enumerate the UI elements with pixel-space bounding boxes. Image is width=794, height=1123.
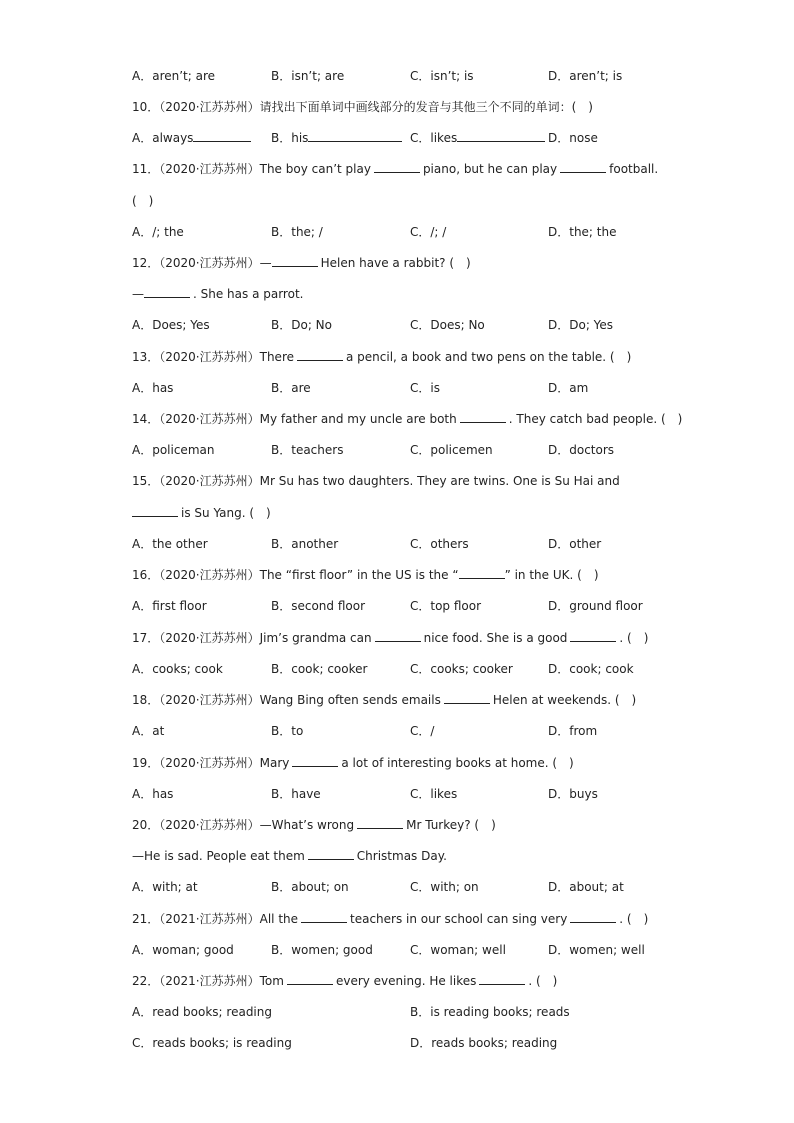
q10-stem: 10．（2020·江苏苏州）请找出下面单词中画线部分的发音与其他三个不同的单词：( ) — [132, 100, 593, 114]
answer-blank[interactable] — [374, 160, 420, 173]
q9-option-c[interactable]: C．isn’t; is — [410, 69, 474, 83]
q12-line2: — . She has a parrot. — [132, 287, 304, 301]
q18-option-a[interactable]: A．at — [132, 724, 165, 738]
q18-option-b[interactable]: B．to — [271, 724, 304, 738]
q22-stem: 22．（2021·江苏苏州）Tom every evening. He likes . ( ) — [132, 974, 558, 988]
answer-blank[interactable] — [287, 972, 333, 985]
q9-options — [132, 67, 734, 85]
q16-option-d[interactable]: D．ground floor — [548, 599, 643, 613]
q22-option-d[interactable]: D．reads books; reading — [410, 1036, 558, 1050]
q22-option-c[interactable]: C．reads books; is reading — [132, 1036, 292, 1050]
q12-option-c[interactable]: C．Does; No — [410, 318, 485, 332]
q13-option-c[interactable]: C．is — [410, 381, 440, 395]
q15-option-b[interactable]: B．another — [271, 537, 339, 551]
answer-blank[interactable] — [308, 847, 354, 860]
q13-stem: 13．（2020·江苏苏州）There a pencil, a book and two pens on the table. ( ) — [132, 350, 632, 364]
q20-option-a[interactable]: A．with; at — [132, 880, 198, 894]
q14-stem: 14．（2020·江苏苏州）My father and my uncle are both . They catch bad people. ( ) — [132, 412, 683, 426]
q22-options-row1 — [132, 1003, 734, 1021]
answer-blank[interactable] — [460, 410, 506, 423]
answer-blank[interactable] — [144, 285, 190, 298]
q16-option-c[interactable]: C．top floor — [410, 599, 482, 613]
answer-blank[interactable] — [479, 972, 525, 985]
q19-option-a[interactable]: A．has — [132, 787, 174, 801]
answer-blank[interactable] — [375, 629, 421, 642]
q19-option-c[interactable]: C．likes — [410, 787, 458, 801]
q11-option-a[interactable]: A．/; the — [132, 225, 184, 239]
q19-options — [132, 785, 734, 803]
answer-blank[interactable] — [560, 160, 606, 173]
q21-options — [132, 941, 734, 959]
q12-option-a[interactable]: A．Does; Yes — [132, 318, 210, 332]
q10-options — [132, 129, 734, 147]
q13-option-b[interactable]: B．are — [271, 381, 311, 395]
q21-option-c[interactable]: C．woman; well — [410, 943, 506, 957]
q12-option-b[interactable]: B．Do; No — [271, 318, 332, 332]
q17-option-d[interactable]: D．cook; cook — [548, 662, 634, 676]
q11-options — [132, 223, 734, 241]
answer-blank[interactable] — [570, 629, 616, 642]
q22-option-b[interactable]: B．is reading books; reads — [410, 1005, 570, 1019]
q14-option-d[interactable]: D．doctors — [548, 443, 615, 457]
q11-stem: 11．（2020·江苏苏州）The boy can’t play piano, but he can play football. — [132, 162, 659, 176]
answer-blank[interactable] — [301, 910, 347, 923]
q14-options — [132, 441, 734, 459]
answer-blank[interactable] — [444, 691, 490, 704]
answer-blank[interactable] — [272, 254, 318, 267]
q11-option-b[interactable]: B．the; / — [271, 225, 323, 239]
answer-blank[interactable] — [132, 504, 178, 517]
q15-line2: is Su Yang. ( ) — [132, 504, 734, 522]
q9-option-b[interactable]: B．isn’t; are — [271, 69, 345, 83]
q20-line2: —He is sad. People eat them Christmas Day. — [132, 849, 447, 863]
answer-blank[interactable] — [459, 566, 505, 579]
q13-options — [132, 379, 734, 397]
q20-option-c[interactable]: C．with; on — [410, 880, 479, 894]
q21-stem: 21．（2021·江苏苏州）All the teachers in our school can sing very . ( ) — [132, 912, 649, 926]
q10-option-a[interactable]: A．always — [132, 129, 255, 147]
q12-stem: 12．（2020·江苏苏州）— Helen have a rabbit? ( ) — [132, 256, 471, 270]
q20-option-b[interactable]: B．about; on — [271, 880, 349, 894]
q14-option-c[interactable]: C．policemen — [410, 443, 493, 457]
q17-options — [132, 660, 734, 678]
q21-option-a[interactable]: A．woman; good — [132, 943, 234, 957]
q11-option-d[interactable]: D．the; the — [548, 225, 617, 239]
q12-options — [132, 316, 734, 334]
q18-stem: 18．（2020·江苏苏州）Wang Bing often sends emails Helen at weekends. ( ) — [132, 693, 637, 707]
q15-stem: 15．（2020·江苏苏州）Mr Su has two daughters. They are twins. One is Su Hai and — [132, 474, 620, 488]
answer-blank[interactable] — [570, 910, 616, 923]
q9-option-d[interactable]: D．aren’t; is — [548, 69, 623, 83]
q13-option-a[interactable]: A．has — [132, 381, 174, 395]
q15-option-c[interactable]: C．others — [410, 537, 469, 551]
q15-option-d[interactable]: D．other — [548, 537, 602, 551]
q19-option-b[interactable]: B．have — [271, 787, 321, 801]
q10-option-d[interactable]: D．nose — [548, 131, 598, 145]
q15-option-a[interactable]: A．the other — [132, 537, 208, 551]
q20-stem: 20．（2020·江苏苏州）—What’s wrong Mr Turkey? ( ) — [132, 818, 496, 832]
q17-stem: 17．（2020·江苏苏州）Jim’s grandma can nice food. She is a good . ( ) — [132, 631, 649, 645]
q10-option-b[interactable]: B．his — [271, 129, 406, 147]
answer-blank[interactable] — [357, 816, 403, 829]
q13-option-d[interactable]: D．am — [548, 381, 589, 395]
q18-options — [132, 722, 734, 740]
q22-option-a[interactable]: A．read books; reading — [132, 1005, 272, 1019]
q11-option-c[interactable]: C．/; / — [410, 225, 447, 239]
q21-option-b[interactable]: B．women; good — [271, 943, 373, 957]
q11-paren: ( ) — [132, 194, 154, 208]
q15-options — [132, 535, 734, 553]
q17-option-b[interactable]: B．cook; cooker — [271, 662, 368, 676]
q16-options — [132, 597, 734, 615]
q10-option-c[interactable]: C．likes — [410, 129, 549, 147]
q14-option-b[interactable]: B．teachers — [271, 443, 344, 457]
q19-option-d[interactable]: D．buys — [548, 787, 598, 801]
q12-option-d[interactable]: D．Do; Yes — [548, 318, 614, 332]
q16-stem: 16．（2020·江苏苏州）The “first floor” in the US is the “ ” in the UK. ( ) — [132, 568, 599, 582]
q17-option-c[interactable]: C．cooks; cooker — [410, 662, 513, 676]
q20-option-d[interactable]: D．about; at — [548, 880, 624, 894]
q21-option-d[interactable]: D．women; well — [548, 943, 645, 957]
q19-stem: 19．（2020·江苏苏州）Mary a lot of interesting books at home. ( ) — [132, 756, 574, 770]
q9-option-a[interactable]: A．aren’t; are — [132, 69, 216, 83]
q16-option-b[interactable]: B．second floor — [271, 599, 366, 613]
q17-option-a[interactable]: A．cooks; cook — [132, 662, 223, 676]
q18-option-d[interactable]: D．from — [548, 724, 598, 738]
q18-option-c[interactable]: C．/ — [410, 724, 435, 738]
q22-options-row2 — [132, 1034, 734, 1052]
answer-blank[interactable] — [292, 754, 338, 767]
q16-option-a[interactable]: A．first floor — [132, 599, 207, 613]
q14-option-a[interactable]: A．policeman — [132, 443, 215, 457]
answer-blank[interactable] — [297, 348, 343, 361]
q20-options — [132, 878, 734, 896]
